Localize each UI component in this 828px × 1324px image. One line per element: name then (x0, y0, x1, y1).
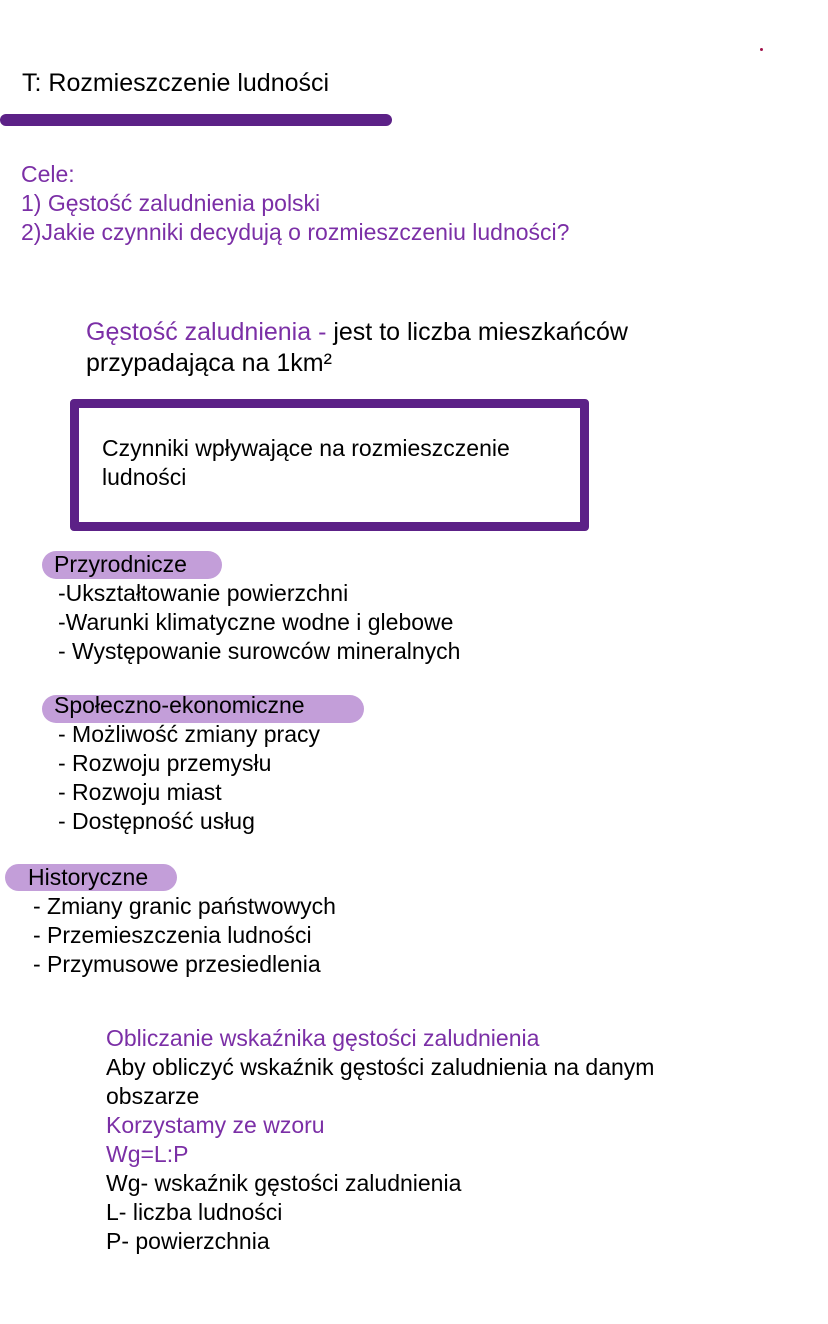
list-item: - Rozwoju przemysłu (58, 750, 272, 776)
list-item: - Dostępność usług (58, 808, 255, 834)
calculation-heading: Obliczanie wskaźnika gęstości zaludnienia (106, 1025, 540, 1051)
calculation-block (106, 1024, 654, 1256)
section-heading-socioeconomic: Społeczno-ekonomiczne (54, 692, 305, 718)
natural-factors-list (58, 579, 460, 666)
list-item: - Możliwość zmiany pracy (58, 721, 320, 747)
legend-item: P- powierzchnia (106, 1228, 270, 1254)
legend-item: L- liczba ludności (106, 1199, 283, 1225)
definition-term: Gęstość zaludnienia - (86, 318, 327, 346)
list-item: - Zmiany granic państwowych (33, 893, 336, 919)
list-item: -Ukształtowanie powierzchni (58, 580, 349, 606)
socioeconomic-factors-list (58, 720, 320, 836)
ink-dot (760, 48, 763, 51)
list-item: - Występowanie surowców mineralnych (58, 638, 461, 664)
title-underline (0, 114, 392, 126)
calculation-intro-continued: obszarze (106, 1083, 200, 1109)
goal-item: 2)Jakie czynniki decydują o rozmieszczeniu ludności? (21, 219, 570, 245)
list-item: -Warunki klimatyczne wodne i glebowe (58, 609, 454, 635)
definition-text-continued: przypadająca na 1km² (86, 349, 332, 377)
page-title: T: Rozmieszczenie ludności (22, 69, 330, 97)
list-item: - Rozwoju miast (58, 779, 222, 805)
section-heading-natural: Przyrodnicze (54, 551, 187, 577)
goals-block (21, 160, 569, 247)
definition-block (86, 317, 628, 379)
factors-box-text: Czynniki wpływające na rozmieszczenie ludności (102, 435, 510, 490)
section-heading-historical: Historyczne (28, 864, 149, 890)
formula-label: Korzystamy ze wzoru (106, 1112, 325, 1138)
goals-heading: Cele: (21, 161, 75, 187)
formula: Wg=L:P (106, 1141, 189, 1167)
calculation-intro: Aby obliczyć wskaźnik gęstości zaludnienia na danym (106, 1054, 655, 1080)
legend-item: Wg- wskaźnik gęstości zaludnienia (106, 1170, 462, 1196)
historical-factors-list (33, 892, 336, 979)
list-item: - Przymusowe przesiedlenia (33, 951, 321, 977)
list-item: - Przemieszczenia ludności (33, 922, 312, 948)
goal-item: 1) Gęstość zaludnienia polski (21, 190, 321, 216)
definition-text: jest to liczba mieszkańców (326, 318, 628, 346)
